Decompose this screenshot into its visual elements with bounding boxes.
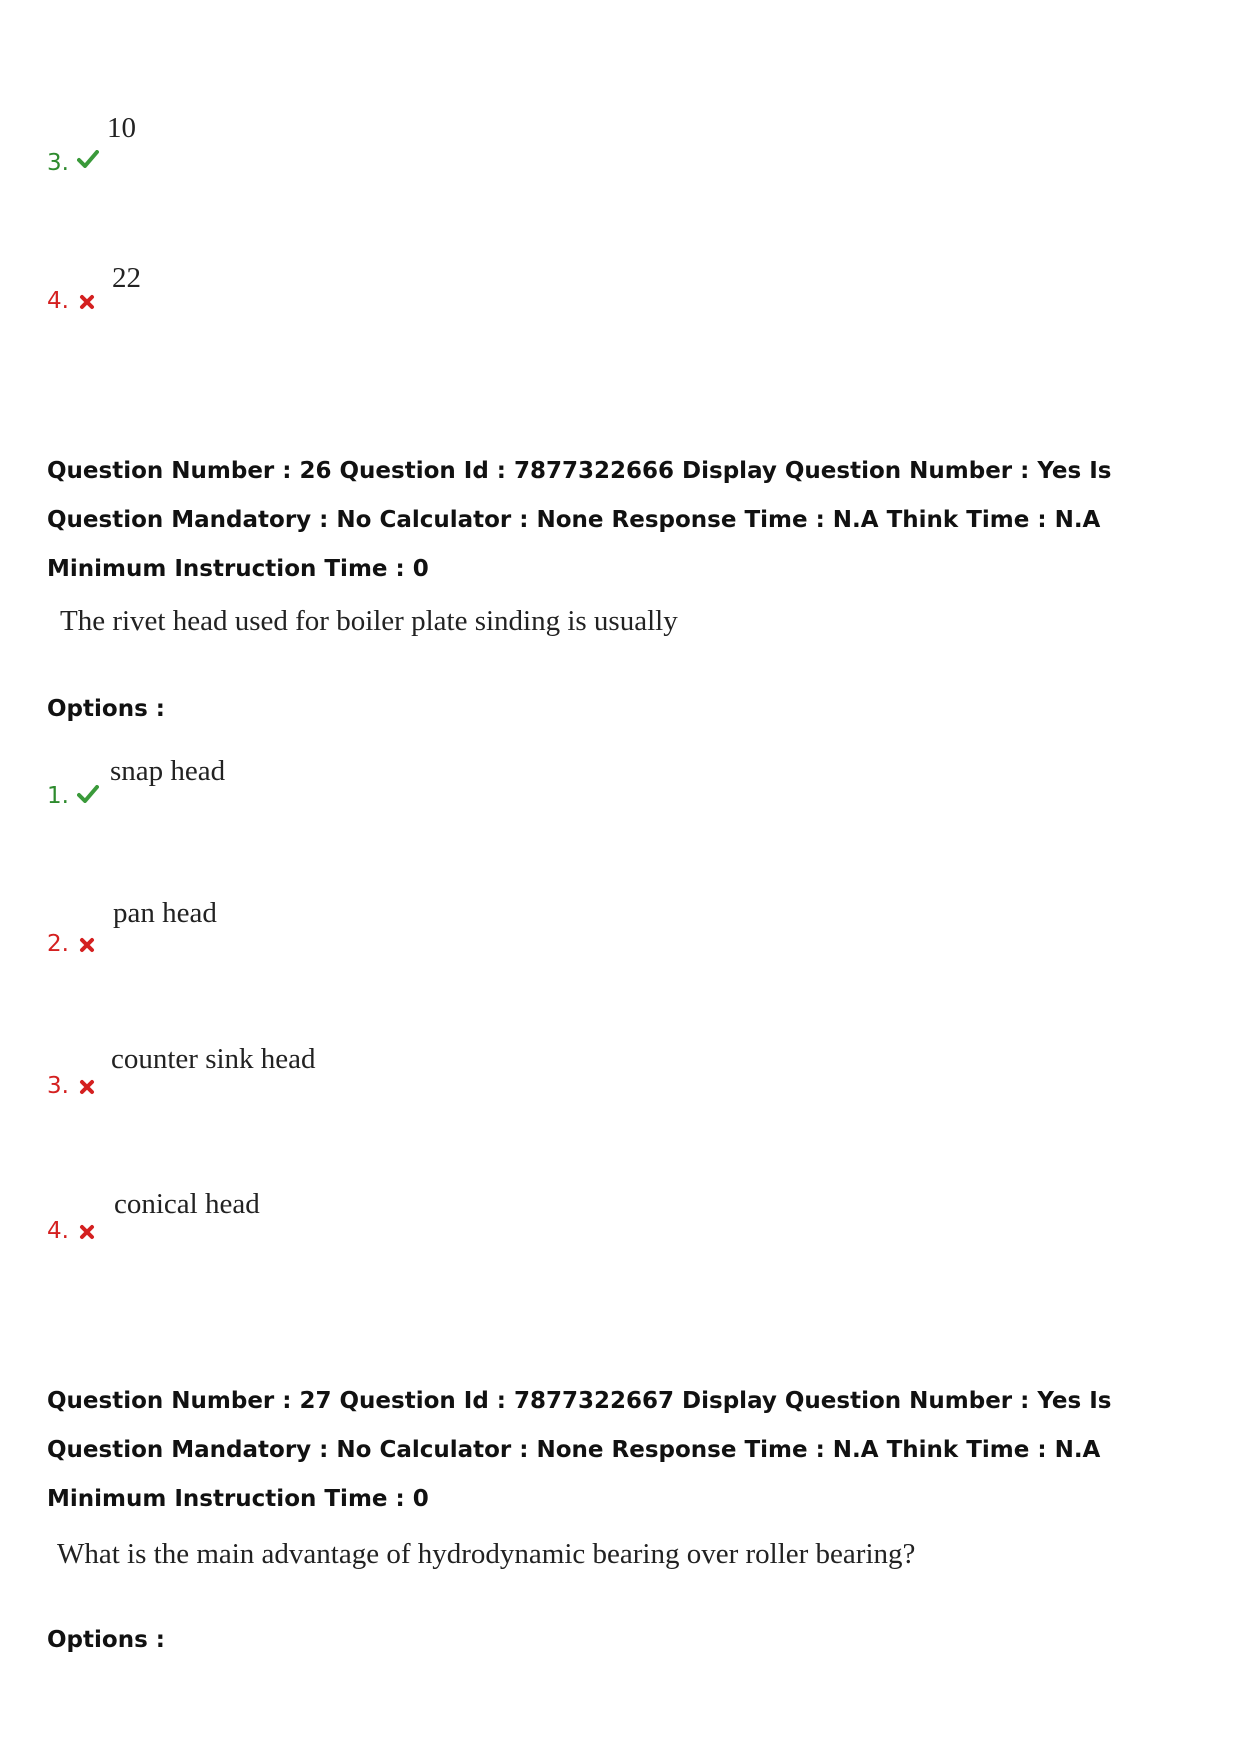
option-number: 1.: [47, 783, 69, 809]
options-label: Options :: [47, 696, 165, 722]
option-number: 4.: [47, 288, 69, 314]
option-number: 2.: [47, 931, 69, 957]
option-text: conical head: [114, 1188, 260, 1220]
option-text: 22: [112, 262, 141, 294]
question-text: What is the main advantage of hydrodynamic bearing over roller bearing?: [57, 1538, 916, 1570]
question-meta: Question Number : 27 Question Id : 7877322667 Display Question Number : Yes Is Question Mandatory : No Calculator : None Response Time : N.A Think Time : N.A Minimum Instruction Time : 0: [47, 1388, 1112, 1512]
option-number: 4.: [47, 1218, 69, 1244]
option-text: snap head: [110, 755, 226, 787]
check-icon: [77, 785, 99, 803]
option-number: 3.: [47, 1073, 69, 1099]
question-text: The rivet head used for boiler plate sinding is usually: [60, 605, 678, 637]
option-number: 3.: [47, 150, 69, 176]
question-meta: Question Number : 26 Question Id : 7877322666 Display Question Number : Yes Is Question Mandatory : No Calculator : None Response Time : N.A Think Time : N.A Minimum Instruction Time : 0: [47, 458, 1112, 582]
cross-icon: [79, 1224, 95, 1240]
option-text: 10: [107, 112, 136, 144]
cross-icon: [79, 1079, 95, 1095]
cross-icon: [79, 937, 95, 953]
option-text: counter sink head: [111, 1043, 316, 1075]
check-icon: [77, 150, 99, 168]
options-label: Options :: [47, 1627, 165, 1653]
option-text: pan head: [113, 897, 217, 929]
cross-icon: [79, 294, 95, 310]
